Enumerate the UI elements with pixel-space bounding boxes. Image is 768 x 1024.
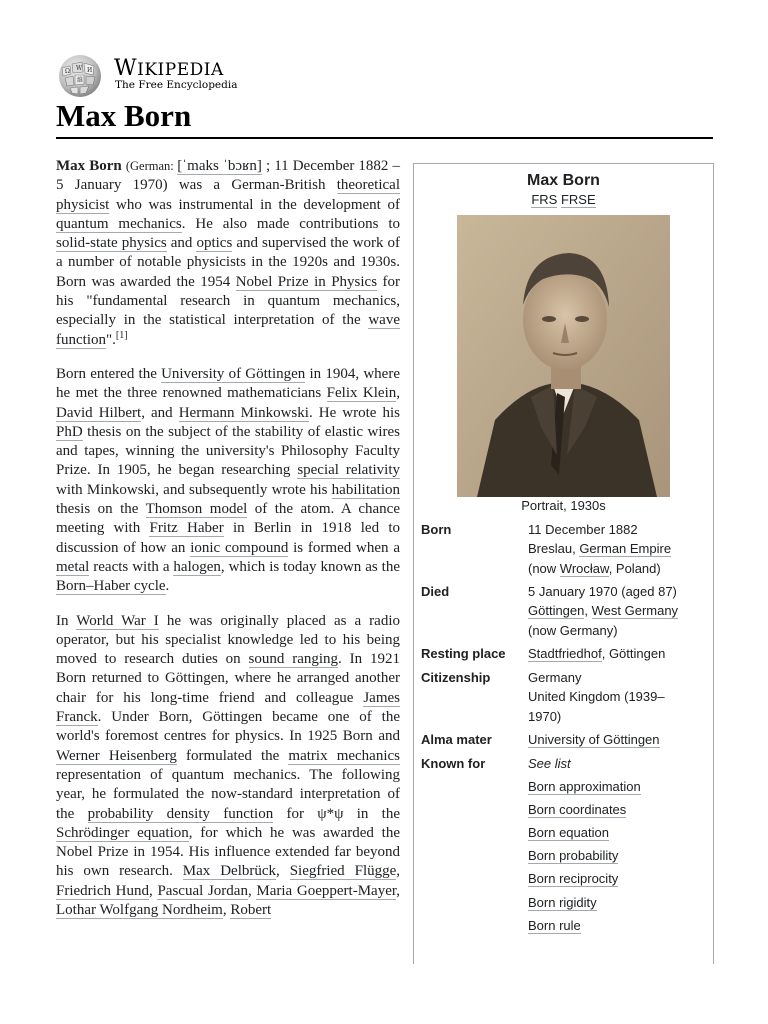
link-university-gottingen[interactable]: University of Göttingen (161, 365, 306, 382)
paragraph-3: In World War I he was originally placed as a radio operator, but his specialist knowledge led to his being moved to research duties on sound ranging. In 1921 Born returned to Göttingen, where he arranged another chair for his long-time friend and colleague James Franck. Under Born, Göttingen became one of the world's foremost centres for physics. In 1925 Born and Werner Heisenberg formulated the matrix mechanics representation of quantum mechanics. The following year, he formulated the now-standard interpretation of the probability density function for ψ*ψ in the Schrödinger equation, for which he was awarded the Nobel Prize in 1954. His influence extended far beyond his own research. Max Delbrück, Siegfried Flügge, Friedrich Hund, Pascual Jordan, Maria Goeppert-Mayer, Lothar Wolfgang Nordheim, Robert (56, 612, 401, 918)
link-metal[interactable]: metal (56, 558, 90, 575)
infobox-postnominals (414, 191, 713, 209)
link-quantum-mechanics[interactable]: quantum mechanics (56, 215, 182, 232)
link-german-empire[interactable]: German Empire (579, 541, 672, 557)
link-david-hilbert[interactable]: David Hilbert (56, 404, 142, 421)
paragraph-2: Born entered the University of Göttingen in 1904, where he met the three renowned mathematicians Felix Klein, David Hilbert, and Hermann Minkowski. He wrote his PhD thesis on the subject of the stability of elastic wires and tapes, winning the university's Philosophy Faculty Prize. In 1905, he began researching special relativity with Minkowski, and subsequently wrote his habilitation thesis on the Thomson model of the atom. A chance meeting with Fritz Haber in Berlin in 1918 led to discussion of how an ionic compound is formed when a metal reacts with a halogen, which is today known as the Born–Haber cycle. (56, 365, 401, 595)
title-rule (56, 137, 713, 139)
link-wroclaw[interactable]: Wrocław (559, 560, 609, 576)
portrait-photo[interactable] (457, 215, 670, 497)
link-born-haber-cycle[interactable]: Born–Haber cycle (56, 578, 166, 595)
link-werner-heisenberg[interactable]: Werner Heisenberg (56, 747, 177, 764)
svg-text:維: 維 (77, 77, 84, 84)
wikipedia-wordmark[interactable]: WIKIPEDIA (114, 56, 224, 81)
link-siegfried-flugge[interactable]: Siegfried Flügge (289, 863, 397, 880)
born-value: 11 December 1882 Breslau, German Empire (now Wrocław, Poland) (528, 522, 672, 576)
list-item[interactable]: Born reciprocity (528, 871, 619, 887)
resting-place-value: Stadtfriedhof, Göttingen (528, 646, 666, 661)
see-list-toggle[interactable]: See list (528, 756, 571, 771)
svg-text:Ω: Ω (65, 68, 70, 75)
link-nobel-prize-physics[interactable]: Nobel Prize in Physics (235, 273, 378, 290)
link-friedrich-hund[interactable]: Friedrich Hund (56, 882, 150, 899)
link-frs[interactable]: FRS (531, 192, 558, 207)
alma-mater-label: Alma mater (421, 732, 492, 747)
list-item[interactable]: Born rigidity (528, 894, 597, 910)
citizenship-value: Germany United Kingdom (1939–1970) (528, 670, 665, 724)
link-alma-mater-gottingen[interactable]: University of Göttingen (528, 732, 660, 747)
link-robert[interactable]: Robert (230, 901, 272, 918)
alma-mater-value (528, 730, 708, 749)
citizenship-label: Citizenship (421, 670, 491, 685)
infobox (413, 163, 714, 964)
link-felix-klein[interactable]: Felix Klein (326, 385, 397, 402)
link-phd[interactable]: PhD (56, 423, 83, 440)
page-title: Max Born (56, 98, 192, 133)
link-pascual-jordan[interactable]: Pascual Jordan (157, 882, 248, 899)
link-matrix-mechanics[interactable]: matrix mechanics (288, 747, 400, 764)
born-label: Born (421, 522, 452, 537)
article-body (56, 157, 400, 935)
link-max-delbruck[interactable]: Max Delbrück (182, 863, 277, 880)
link-wave-function[interactable]: wave function (56, 312, 400, 348)
link-probability-density-function[interactable]: probability density function (87, 805, 274, 822)
list-item[interactable]: Born probability (528, 848, 619, 864)
link-theoretical-physicist[interactable]: theoretical physicist (56, 177, 400, 213)
link-west-germany[interactable]: West Germany (591, 603, 679, 619)
ipa-pronunciation[interactable]: [ˈmaks ˈbɔʁn] (177, 158, 262, 174)
link-world-war-i[interactable]: World War I (76, 612, 159, 629)
wikipedia-tagline: The Free Encyclopedia (115, 79, 238, 91)
link-ionic-compound[interactable]: ionic compound (190, 539, 289, 556)
link-solid-state-physics[interactable]: solid-state physics (56, 235, 167, 252)
link-schrodinger-equation[interactable]: Schrödinger equation (56, 824, 189, 841)
infobox-title: Max Born (527, 172, 600, 189)
resting-place-label: Resting place (421, 646, 506, 661)
link-frse[interactable]: FRSE (560, 192, 596, 207)
link-lothar-nordheim[interactable]: Lothar Wolfgang Nordheim (56, 901, 223, 918)
died-value: 5 January 1970 (aged 87) Göttingen, West Germany (now Germany) (528, 584, 679, 638)
paragraph-1: Max Born (German: [ˈmaks ˈbɔʁn] ; 11 December 1882 – 5 January 1970) was a German-British theoretical physicist who was instrumental in the development of quantum mechanics. He also made contributions to solid-state physics and optics and supervised the work of a number of notable physicists in the 1920s and 1930s. Born was awarded the 1954 Nobel Prize in Physics for his "fundamental research in quantum mechanics, especially in the statistical interpretation of the wave function".[1] (56, 158, 401, 348)
link-sound-ranging[interactable]: sound ranging (248, 651, 339, 668)
reference-1[interactable]: [1] (115, 329, 128, 341)
list-item[interactable]: Born approximation (528, 779, 641, 795)
link-maria-goeppert-mayer[interactable]: Maria Goeppert-Mayer (256, 882, 397, 899)
link-optics[interactable]: optics (196, 235, 233, 252)
link-habilitation[interactable]: habilitation (331, 481, 400, 498)
list-item[interactable]: Born equation (528, 825, 609, 841)
link-thomson-model[interactable]: Thomson model (145, 501, 248, 518)
list-item[interactable]: Born coordinates (528, 802, 627, 818)
svg-text:W: W (76, 65, 83, 72)
link-hermann-minkowski[interactable]: Hermann Minkowski (178, 404, 309, 421)
link-james-franck[interactable]: James Franck (56, 689, 400, 726)
died-label: Died (421, 584, 450, 599)
wikipedia-header[interactable] (56, 52, 316, 98)
list-item[interactable]: Born rule (528, 917, 581, 933)
link-fritz-haber[interactable]: Fritz Haber (149, 520, 224, 537)
portrait-caption: Portrait, 1930s (521, 498, 606, 513)
link-stadtfriedhof[interactable]: Stadtfriedhof (528, 646, 602, 661)
known-for-label: Known for (421, 756, 486, 771)
link-gottingen[interactable]: Göttingen (528, 603, 585, 619)
known-for-list (528, 752, 708, 937)
link-special-relativity[interactable]: special relativity (297, 462, 401, 479)
svg-text:И: И (87, 67, 93, 74)
wikipedia-globe-logo[interactable] (56, 54, 104, 98)
link-halogen[interactable]: halogen (173, 558, 221, 575)
